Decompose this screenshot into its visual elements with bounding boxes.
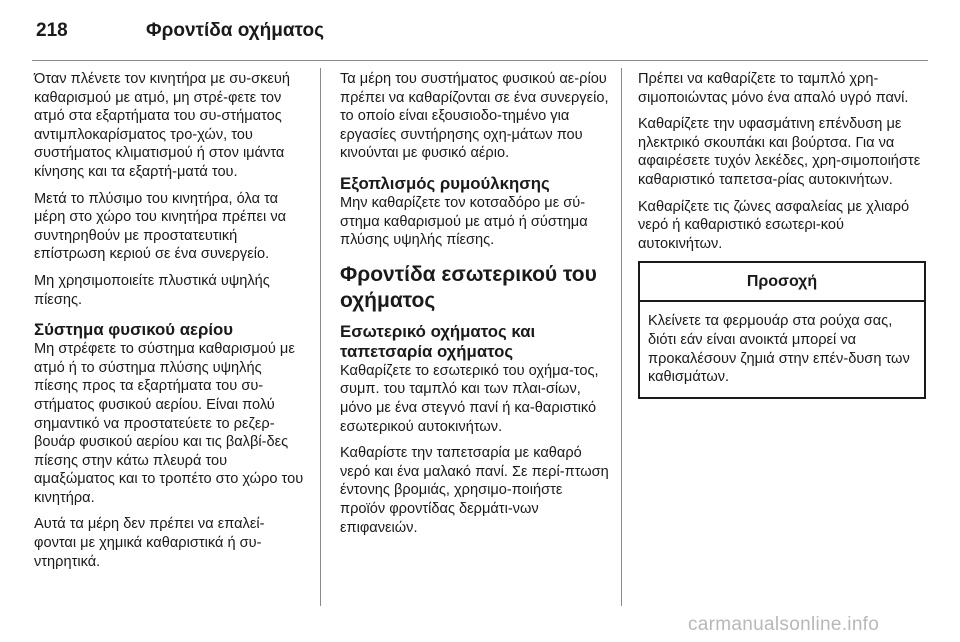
header-rule	[32, 60, 928, 61]
gas-workshop-paragraph: Τα μέρη του συστήματος φυσικού αε-ρίου πρέπει να καθαρίζονται σε ένα συνεργείο, το οποίο είναι εξουσιοδο-τημένο για εργασίες συντήρησης οχη-μάτων που κινούνται με φυσικό αέριο.	[340, 71, 609, 162]
column-1	[34, 70, 306, 579]
dashboard-cleaning-paragraph: Πρέπει να καθαρίζετε το ταμπλό χρη-σιμοποιώντας μόνο ένα απαλό υγρό πανί.	[638, 71, 909, 106]
fabric-cleaning-paragraph: Καθαρίζετε την υφασμάτινη επένδυση με ηλεκτρικό σκουπάκι και βούρτσα. Για να αφαιρέσετε τυχόν λεκέδες, χρη-σιμοποιήστε καθαριστικό ταπετσα-ρίας αυτοκινήτων.	[638, 116, 921, 188]
column-3	[638, 70, 930, 399]
seatbelt-cleaning-paragraph: Καθαρίζετε τις ζώνες ασφαλείας με χλιαρό νερό ή καθαριστικό εσωτερι-κού αυτοκινήτων.	[638, 198, 910, 252]
engine-wax-paragraph: Μετά το πλύσιμο του κινητήρα, όλα τα μέρη στο χώρο του κινητήρα πρέπει να συντηρηθούν με προστατευτική επίστρωση κεριού σε ένα συνεργείο.	[34, 190, 287, 263]
watermark: carmanualsonline.info	[688, 614, 880, 635]
page-header	[32, 14, 928, 54]
gas-system-paragraph: Μη στρέφετε το σύστημα καθαρισμού με ατμό ή το σύστημα πλύσης υψηλής πίεσης προς τα εξαρτήματα του συ-στήματος φυσικού αερίου. Είναι πολύ σημαντικό να προστατεύετε το ρεζερ-βουάρ φυσικού αερίου και τις βαλβί-δες πίεσης στην κάτω πλευρά του αμαξώματος και το τροπέτο στο χώρο του κινητήρα.	[34, 341, 304, 506]
caution-title: Προσοχή	[640, 263, 924, 302]
page-number: 218	[36, 20, 68, 41]
towing-equipment-heading: Εξοπλισμός ρυμούλκησης	[340, 173, 550, 193]
interior-cleaning-paragraph: Καθαρίζετε το εσωτερικό του οχήμα-τος, συμπ. του ταμπλό και των πλαι-σίων, μόνο με ένα στεγνό πανί ή κα-θαριστικό εσωτερικού αυτοκινήτων.	[340, 362, 599, 435]
interior-upholstery-heading: Εσωτερικό οχήματος και ταπετσαρία οχήματος	[340, 321, 536, 361]
high-pressure-paragraph: Μη χρησιμοποιείτε πλυστικά υψηλής πίεσης.	[34, 272, 270, 308]
gas-chemicals-paragraph: Αυτά τα μέρη δεν πρέπει να επαλεί-φονται με χημικά καθαριστικά ή συ-ντηρητικά.	[34, 516, 265, 570]
caution-text: Κλείνετε τα φερμουάρ στα ρούχα σας, διότι εάν είναι ανοικτά μπορεί να προκαλέσουν ζημιά στην επέν-δυση των καθισμάτων.	[648, 313, 910, 386]
column-divider-1	[320, 68, 321, 606]
towing-equipment-paragraph: Μην καθαρίζετε τον κοτσαδόρο με σύ-στημα καθαρισμού με ατμό ή σύστημα πλύσης υψηλής πίεσης.	[340, 194, 588, 249]
section-title: Φροντίδα οχήματος	[146, 20, 324, 41]
upholstery-cleaning-paragraph: Καθαρίστε την ταπετσαρία με καθαρό νερό και ένα μαλακό πανί. Σε περί-πτωση έντονης βρομιάς, χρησιμο-ποιήστε προϊόν φροντίδας δερμάτι-νων επιφανειών.	[340, 445, 609, 536]
column-divider-2	[621, 68, 622, 606]
interior-care-heading: Φροντίδα εσωτερικού του οχήματος	[340, 262, 597, 312]
caution-box	[638, 261, 926, 398]
column-2	[340, 70, 610, 545]
engine-steam-paragraph: Όταν πλένετε τον κινητήρα με συ-σκευή καθαρισμού με ατμό, μη στρέ-φετε τον ατμό στα εξαρτήματα του συ-στήματος αντιμπλοκαρίσματος τρο-χών, του συστήματος κλιματισμού ή στον ιμάντα κίνησης και τα εξαρτή-ματά του.	[34, 71, 291, 180]
gas-system-heading: Σύστημα φυσικού αερίου	[34, 320, 234, 340]
